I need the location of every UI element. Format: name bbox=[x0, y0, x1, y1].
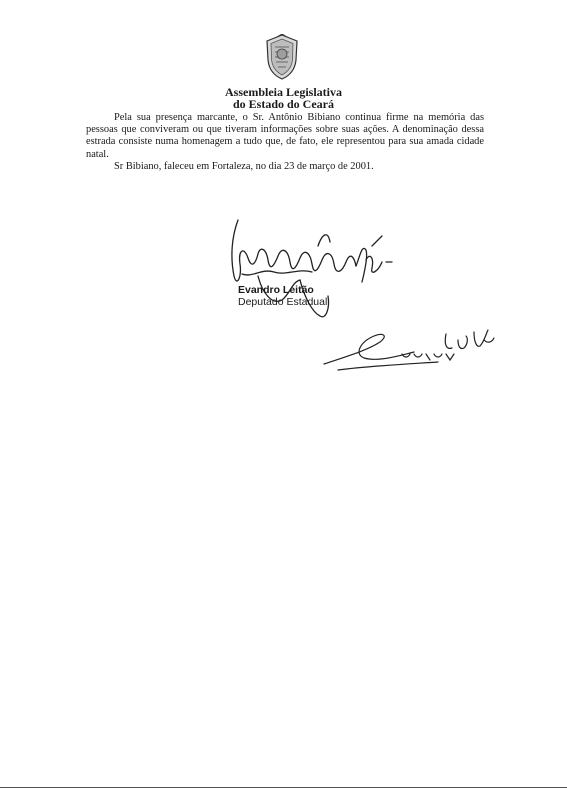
letter-body bbox=[86, 112, 484, 173]
assembly-name-line1: Assembleia Legislativa bbox=[225, 85, 342, 99]
handwritten-signature-2 bbox=[318, 320, 500, 376]
assembly-name-line2: do Estado do Ceará bbox=[232, 97, 334, 111]
signer-role: Deputado Estadual bbox=[238, 296, 328, 308]
footer-rule bbox=[0, 787, 567, 788]
coat-of-arms-icon bbox=[263, 34, 301, 80]
handwritten-signature-1 bbox=[222, 216, 394, 328]
body-paragraph: Pela sua presença marcante, o Sr. Antônio Bibiano continua firme na memória das pessoas que conviveram ou que tiveram informações sobre suas ações. A denominação dessa estrada consiste numa homenagem a tudo que, de fato, ele representou para sua amada cidade natal. bbox=[86, 112, 484, 160]
signer-name: Evandro Leitão bbox=[238, 284, 314, 296]
body-paragraph: Sr Bibiano, faleceu em Fortaleza, no dia 23 de março de 2001. bbox=[114, 160, 374, 172]
